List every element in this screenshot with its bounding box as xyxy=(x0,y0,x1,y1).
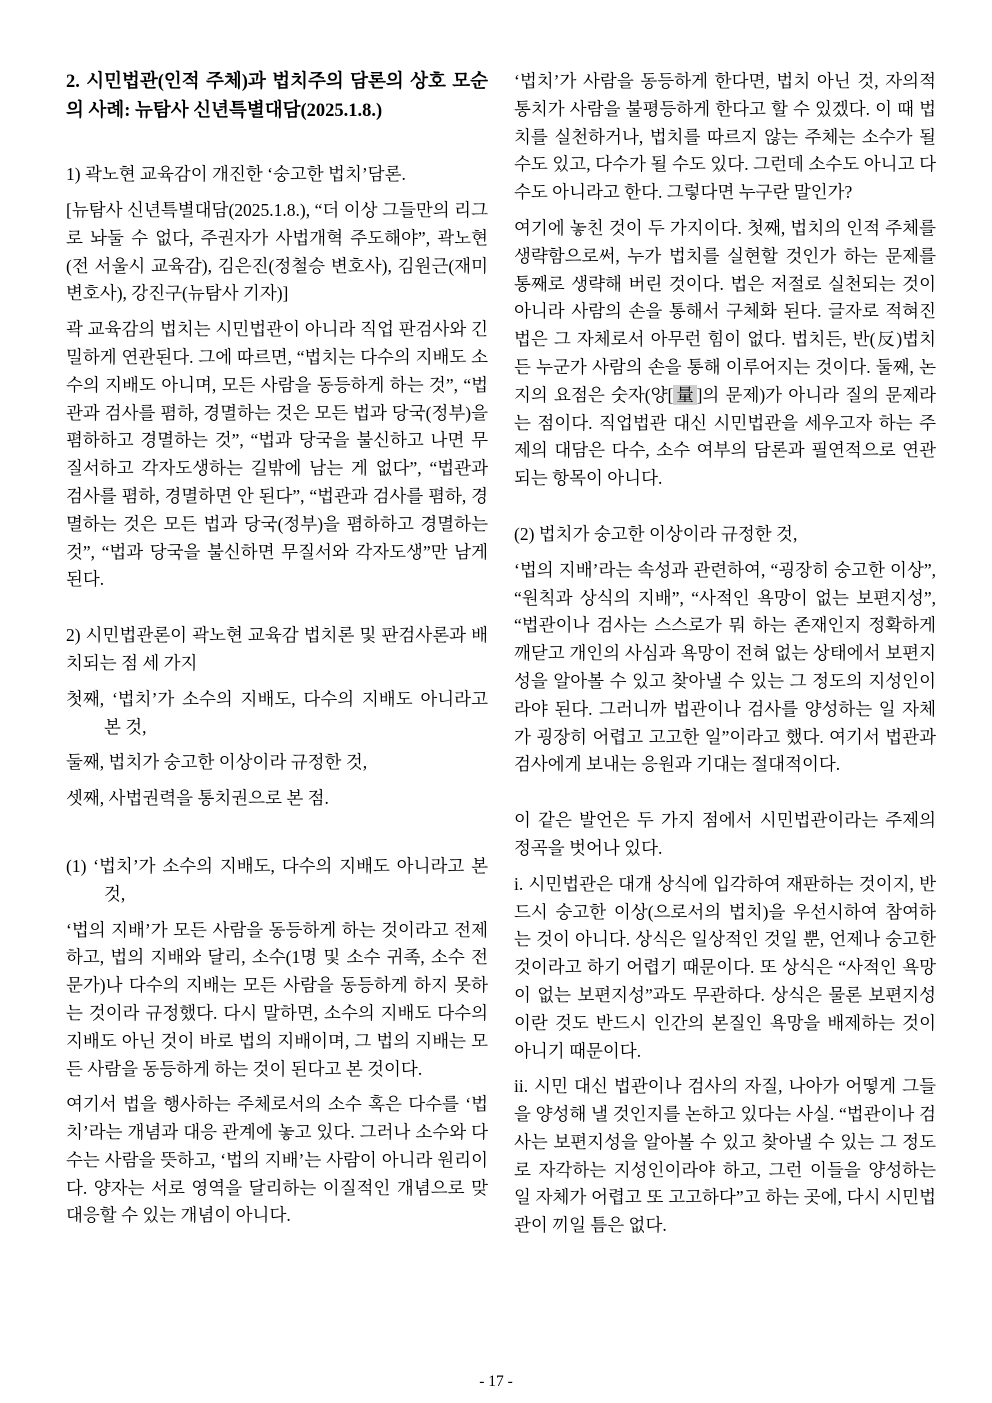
list-item: 첫째, ‘법치’가 소수의 지배도, 다수의 지배도 아니라고 본 것, xyxy=(66,688,488,737)
paragraph: [뉴탐사 신년특별대담(2025.1.8.), “더 이상 그들만의 리그로 놔둘 수 없다, 주권자가 사법개혁 주도해야”, 곽노현(전 서울시 교육감), 김은진(정철승 변호사), 김원근(재미 변호사), 강진구(뉴탐사 기자)] xyxy=(66,199,488,304)
subsection-heading: (1) ‘법치’가 소수의 지배도, 다수의 지배도 아니라고 본 것, xyxy=(66,855,488,904)
subsection-heading: 1) 곽노현 교육감이 개진한 ‘숭고한 법치’담론. xyxy=(66,164,406,185)
list-item: 셋째, 사법권력을 통치권으로 본 점. xyxy=(66,788,329,809)
right-column xyxy=(514,68,936,1248)
page-number: - 17 - xyxy=(479,1373,513,1390)
subsection-heading: (2) 법치가 숭고한 이상이라 규정한 것, xyxy=(514,523,798,544)
paragraph: 이 같은 발언은 두 가지 점에서 시민법관이라는 주제의 정곡을 벗어나 있다. xyxy=(514,810,936,858)
paragraph: ‘법치’가 사람을 동등하게 한다면, 법치 아닌 것, 자의적 통치가 사람을 불평등하게 한다고 할 수 있겠다. 이 때 법치를 실천하거나, 법치를 따르지 않는 주체는 소수가 될 수도 있고, 다수가 될 수도 있다. 그런데 소수도 아니고 다수도 아니라고 한다. 그렇다면 누구란 말인가? xyxy=(514,71,936,203)
paragraph: ‘법의 지배’라는 속성과 관련하여, “굉장히 숭고한 이상”, “원칙과 상식의 지배”, “사적인 욕망이 없는 보편지성”, “법관이나 검사는 스스로가 뭐 하는 존재인지 정확하게 깨닫고 개인의 사심과 욕망이 전혀 없는 상태에서 보편지성을 알아볼 수 있고 찾아낼 수 있는 그 정도의 지성인이라야 된다. 그러니까 법관이나 검사를 양성하는 일 자체가 굉장히 어렵고 고고한 일”이라고 했다. 여기서 법관과 검사에게 보내는 응원과 기대는 절대적이다. xyxy=(514,559,936,775)
paragraph: 여기에 놓친 것이 두 가지이다. 첫째, 법치의 인적 주체를 생략함으로써, 누가 법치를 실현할 것인가 하는 문제를 통째로 생략해 버린 것이다. 법은 저절로 실천되는 것이 아니라 사람의 손을 통해서 구체화 된다. 글자로 적혀진 법은 그 자체로서 아무런 힘이 없다. 법치든, 반(反)법치든 누군가 사람의 손을 통해 이루어지는 것이다. 둘째, 논지의 요점은 숫자(양[量]의 문제)가 아니라 질의 문제라는 점이다. 직업법관 대신 시민법관을 세우고자 하는 주제의 대담은 다수, 소수 여부의 담론과 필연적으로 연관되는 항목이 아니다. xyxy=(514,217,937,489)
section-title: 2. 시민법관(인적 주체)과 법치주의 담론의 상호 모순의 사례: 뉴탐사 신년특별대담(2025.1.8.) xyxy=(66,72,488,121)
paragraph: i. 시민법관은 대개 상식에 입각하여 재판하는 것이지, 반드시 숭고한 이상(으로서의 법치)을 우선시하여 참여하는 것이 아니다. 상식은 일상적인 것일 뿐, 언제나 숭고한 것이라고 하기 어렵기 때문이다. 또 상식은 “사적인 욕망이 없는 보편지성”과도 무관하다. 상식은 물론 보편지성이란 것도 반드시 인간의 본질인 욕망을 배제하는 것이 아니기 때문이다. xyxy=(514,873,936,1061)
list-item: 둘째, 법치가 숭고한 이상이라 규정한 것, xyxy=(66,752,368,773)
shaded-hanja-char: 量 xyxy=(674,384,696,405)
paragraph: 여기서 법을 행사하는 주체로서의 소수 혹은 다수를 ‘법치’라는 개념과 대응 관계에 놓고 있다. 그러나 소수와 다수는 사람을 뜻하고, ‘법의 지배’는 사람이 아니라 원리이다. 양자는 서로 영역을 달리하는 이질적인 개념으로 맞대응할 수 있는 개념이 아니다. xyxy=(66,1094,488,1226)
subsection-heading: 2) 시민법관론이 곽노현 교육감 법치론 및 판검사론과 배치되는 점 세 가지 xyxy=(66,625,488,673)
paragraph: ‘법의 지배’가 모든 사람을 동등하게 하는 것이라고 전제하고, 법의 지배와 달리, 소수(1명 및 소수 귀족, 소수 전문가)나 다수의 지배는 모든 사람을 동등하게 하지 못하는 것이라 규정했다. 다시 말하면, 소수의 지배도 다수의 지배도 아닌 것이 바로 법의 지배이며, 그 법의 지배는 모든 사람을 동등하게 하는 것이 된다고 본 것이다. xyxy=(66,919,488,1079)
paragraph: 곽 교육감의 법치는 시민법관이 아니라 직업 판검사와 긴밀하게 연관된다. 그에 따르면, “법치는 다수의 지배도 소수의 지배도 아니며, 모든 사람을 동등하게 하는 것”, “법관과 검사를 폄하, 경멸하는 것은 모든 법과 당국(정부)을 폄하하고 경멸하는 것”, “법과 당국을 불신하고 나면 무질서하고 각자도생하는 길밖에 남는 게 없다”, “법관과 검사를 폄하, 경멸하면 안 된다”, “법관과 검사를 폄하, 경멸하는 것은 모든 법과 당국(정부)을 폄하하고 경멸하는 것”, “법과 당국을 불신하면 무질서와 각자도생”만 남게 된다. xyxy=(66,319,488,590)
left-column xyxy=(66,68,488,1248)
paragraph: ii. 시민 대신 법관이나 검사의 자질, 나아가 어떻게 그들을 양성해 낼 것인지를 논하고 있다는 사실. “법관이나 검사는 보편지성을 알아볼 수 있고 찾아낼 수 있는 그 정도로 자각하는 지성인이라야 하고, 그런 이들을 양성하는 일 자체가 어렵고 또 고고하다”고 하는 곳에, 다시 시민법관이 끼일 틈은 없다. xyxy=(514,1076,936,1236)
